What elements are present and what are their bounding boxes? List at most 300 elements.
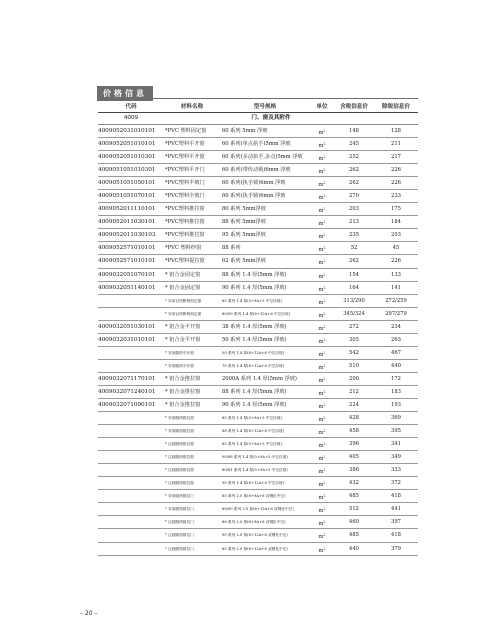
cell-unit [310,177,334,189]
cell-code: 4009051051070101 [98,193,156,200]
unit-exponent: 2 [323,311,326,316]
cell-spec: 88 系列 [222,245,241,252]
cell-name: *PVC塑料推拉窗 [165,219,205,226]
cell-name: * 穿条隔热推拉门 [165,494,194,499]
table-row [98,321,418,334]
unit-text: m [318,312,324,319]
cell-unit [310,255,334,267]
unit-text: m [318,495,324,502]
cell-notax-price: 272/259 [385,297,407,304]
cell-tax-price: 485 [349,493,359,500]
cell-code [98,503,164,515]
cell-name: * 注胶隔热推拉门 [165,533,194,538]
cell-tax-price: 262 [349,180,359,187]
cell-notax-price: 440 [391,362,401,369]
cell-unit [310,295,334,307]
unit-text: m [318,482,324,489]
cell-tax-price: 386 [349,467,359,474]
cell-name: * 穿条隔热推拉门 [165,507,194,512]
cell-tax-price: 262 [349,167,359,174]
cell-spec: 90/88 系列 1.4 厚(5+9A+5 中空浮玻) [222,455,288,460]
cell-unit [310,425,334,437]
unit-text: m [318,169,324,176]
cell-spec: 85 系列 1.4 厚(5+9A+5 中空浮玻) [222,416,282,421]
unit-text: m [318,221,324,228]
cell-notax-price: 203 [391,232,401,239]
cell-name: *PVC塑料平开门 [165,167,205,174]
cell-unit [310,451,334,463]
unit-text: m [318,469,324,476]
cell-unit [310,203,334,215]
table-row [98,190,418,203]
cell-spec: 85 系列 2.0 厚(6+9A+6 双钢化中空) [222,494,286,499]
cell-name: *PVC 塑料纱窗 [165,245,202,252]
cell-tax-price: 485 [349,532,359,539]
cell-unit [310,360,334,372]
table-row [98,334,418,347]
cell-tax-price: 510 [349,362,359,369]
cell-notax-price: 183 [391,388,401,395]
table-row [98,229,418,242]
cell-unit [310,151,334,163]
unit-text: m [318,273,324,280]
unit-exponent: 2 [323,455,326,460]
cell-unit [310,438,334,450]
cell-name: *PVC塑料全玻门 [165,193,205,200]
cell-tax-price: 432 [349,480,359,487]
cell-name: *PVC塑料推拉窗 [165,232,205,239]
section-banner: 价格信息 [97,86,153,101]
cell-notax-price: 184 [391,219,401,226]
cell-unit [310,543,334,555]
unit-text: m [318,338,324,345]
cell-notax-price: 379 [391,545,401,552]
cell-notax-price: 467 [391,349,401,356]
cell-name: *PVC塑料平开窗 [165,141,205,148]
table-row [98,347,418,360]
cell-spec: 85 系列 1.4 厚(5+9A+5 中空浮玻) [222,442,282,447]
cell-name: * 注胶隔热推拉窗 [165,442,194,447]
cell-tax-price: 272 [349,323,359,330]
table-body [98,125,418,556]
cell-notax-price: 418 [391,493,401,500]
cell-code: 4009052571010101 [98,258,156,265]
cell-tax-price: 460 [349,519,359,526]
header-tax-price: 含税信息价 [340,104,368,110]
unit-exponent: 2 [323,494,326,499]
cell-spec: 80 系列 5mm浮玻 [222,206,266,213]
unit-exponent: 2 [323,429,326,434]
cell-unit [310,216,334,228]
table-row [98,386,418,399]
cell-name: * 穿条隔热推拉窗 [165,416,194,421]
cell-name: *PVC塑料提拉窗 [165,258,205,265]
table-row [98,255,418,268]
cell-code: 4009052031010101 [98,128,156,134]
cell-tax-price: 458 [349,428,359,435]
cell-code: 4009052011030101 [98,219,156,226]
cell-spec: 50 系列 1.4 厚(6+12A+6 中空浮玻) [222,350,285,355]
cell-unit [310,282,334,294]
table-row [98,373,418,386]
cell-unit [310,399,334,411]
cell-code [98,529,164,541]
cell-notax-price: 233 [391,193,401,200]
unit-exponent: 2 [323,129,326,133]
unit-text: m [318,208,324,215]
cell-tax-price: 428 [349,415,359,422]
cell-spec: 60 系列(带传动锁)6mm 浮玻 [222,167,291,174]
unit-exponent: 2 [323,546,326,551]
unit-exponent: 2 [323,520,326,525]
banner-rule [97,98,418,99]
unit-text: m [318,130,324,136]
unit-exponent: 2 [323,233,326,238]
cell-code: 4009052051010101 [98,141,156,148]
cell-name: * 铝合金推拉窗 [165,401,201,408]
unit-text: m [318,325,324,332]
unit-exponent: 2 [323,246,326,251]
table-row [98,529,418,542]
unit-text: m [318,286,324,293]
table-row [98,269,418,282]
unit-exponent: 2 [323,376,326,381]
unit-exponent: 2 [323,507,326,512]
page-number: – 20 – [80,610,98,617]
cell-notax-price: 226 [391,167,401,174]
cell-notax-price: 333 [391,467,401,474]
cell-notax-price: 395 [391,428,401,435]
cell-tax-price: 148 [349,128,359,134]
cell-name: * 穿条衍热断桥固定窗 [165,298,202,303]
table-row [98,451,418,464]
cell-code: 4009051051050101 [98,180,156,187]
cell-notax-price: 234 [391,323,401,330]
cell-name: * 注胶隔热推拉门 [165,520,194,525]
unit-exponent: 2 [323,259,326,264]
cell-notax-price: 263 [391,336,401,343]
unit-exponent: 2 [323,363,326,368]
cell-name: *PVC塑料平开窗 [165,154,205,161]
cell-code: 4009052011030103 [98,232,156,239]
cell-spec: 88 系列 1.4 厚(5mm 浮玻) [222,271,287,278]
cell-spec: 62 系列 5mm浮玻 [222,258,266,265]
cell-name: *PVC 塑料固定窗 [165,128,207,134]
cell-notax-price: 397 [391,519,401,526]
unit-text: m [318,299,324,306]
unit-exponent: 2 [323,402,326,407]
table-row [98,543,418,556]
table-row [98,242,418,255]
cell-code [98,412,164,424]
cell-tax-price: 224 [349,401,359,408]
cell-spec: 38 系列 1.4 厚(5mm 浮玻) [222,323,287,330]
cell-name: * 穿条衍热断桥固定窗 [165,311,202,316]
cell-tax-price: 440 [349,545,359,552]
unit-text: m [318,390,324,397]
unit-exponent: 2 [323,220,326,225]
cell-unit [310,269,334,281]
table-row [98,151,418,164]
cell-unit [310,321,334,333]
cell-spec: 88/90 系列 2.0 厚(6+12A+6 双钢化中空) [222,507,294,512]
cell-spec: 85 系列 1.4 厚(5+9A+5 中空浮玻) [222,298,282,303]
cell-name: * 铝合金固定窗 [165,284,201,291]
cell-unit [310,229,334,241]
cell-code: 4009032071170101 [98,375,156,382]
cell-name: * 铝合金固定窗 [165,271,201,278]
cell-unit [310,412,334,424]
cell-name: *PVC塑料半玻门 [165,180,205,187]
unit-text: m [318,430,324,437]
unit-text: m [318,377,324,384]
unit-exponent: 2 [323,285,326,290]
cell-unit [310,373,334,385]
unit-text: m [318,508,324,515]
cell-unit [310,529,334,541]
cell-unit [310,164,334,176]
table-row [98,177,418,190]
cell-notax-price: 369 [391,415,401,422]
unit-text: m [318,156,324,163]
cell-spec: 86 系列 2.0 厚(6+9A+6 双钢化中空) [222,520,286,525]
cell-notax-price: 441 [391,506,401,513]
cell-code: 4009032031010101 [98,336,156,343]
cell-spec: 60 系列(执手锁)6mm 浮玻 [222,193,286,200]
cell-code: 4009052011110101 [98,206,156,213]
unit-text: m [318,443,324,450]
cell-code [98,347,164,359]
cell-name: * 铝合金推拉窗 [165,375,201,382]
cell-notax-price: 217 [391,154,401,161]
cell-name: * 注胶隔热推拉窗 [165,468,194,473]
table-row [98,216,418,229]
cell-tax-price: 212 [349,388,359,395]
cell-name: * 注胶隔热推拉门 [165,546,194,551]
cell-tax-price: 213 [349,219,359,226]
cell-tax-price: 200 [349,375,359,382]
header-notax-price: 除税信息价 [382,104,410,110]
unit-exponent: 2 [323,272,326,277]
cell-tax-price: 154 [349,271,359,278]
cell-code: 4009051051010301 [98,167,156,174]
table-row [98,438,418,451]
cell-notax-price: 297/279 [385,310,407,317]
cell-unit [310,516,334,528]
unit-exponent: 2 [323,155,326,160]
cell-name: * 穿条隔热平开窗 [165,350,194,355]
unit-text: m [318,260,324,267]
cell-spec: 88 系列 1.4 厚(6+12A+6 中空浮玻) [222,429,285,434]
unit-exponent: 2 [323,181,326,186]
cell-code [98,516,164,528]
unit-exponent: 2 [323,350,326,355]
cell-tax-price: 52 [350,245,358,252]
cell-code [98,490,164,502]
cell-code: 4009032071090101 [98,401,156,408]
cell-code: 4009032051140101 [98,284,156,291]
cell-code [98,477,164,489]
cell-spec: 60 系列(多动执手,多点)5mm 浮玻 [222,154,303,161]
cell-tax-price: 313/290 [343,297,365,304]
header-code: 代码 [125,104,137,110]
cell-tax-price: 164 [349,284,359,291]
unit-exponent: 2 [323,207,326,212]
cell-unit [310,347,334,359]
cell-spec: 50 系列 1.4 厚(5mm 浮玻) [222,336,287,343]
cell-notax-price: 133 [391,271,401,278]
cell-unit [310,334,334,346]
cell-spec: 85 系列 2.0 厚(6+12A+6 双钢化中空) [222,546,288,551]
table-row [98,503,418,516]
unit-exponent: 2 [323,324,326,329]
header-unit: 单位 [316,104,328,110]
unit-exponent: 2 [323,142,326,147]
cell-tax-price: 270 [349,193,359,200]
cell-spec: 80/90 系列 1.4 厚(6+12A+6 中空浮玻) [222,311,291,316]
header-name: 材料名称 [180,104,204,110]
cell-tax-price: 405 [349,454,359,461]
unit-exponent: 2 [323,468,326,473]
section-title: 门、窗及其附件 [251,115,291,121]
table-row [98,425,418,438]
table-row [98,360,418,373]
cell-name: * 穿条隔热推拉窗 [165,429,194,434]
unit-exponent: 2 [323,168,326,173]
unit-text: m [318,195,324,202]
cell-unit [310,386,334,398]
cell-unit [310,138,334,150]
table-row [98,516,418,529]
cell-notax-price: 418 [391,532,401,539]
unit-exponent: 2 [323,298,326,303]
price-table [98,102,418,556]
cell-name: *PVC塑料推拉窗 [165,206,205,213]
section-code: 4009 [123,115,139,121]
cell-spec: 90 系列 1.4 厚(5mm 浮玻) [222,401,287,408]
cell-notax-price: 175 [391,206,401,213]
cell-code: 4009032051070101 [98,271,156,278]
cell-notax-price: 372 [391,480,401,487]
cell-code [98,295,164,307]
table-row [98,203,418,216]
table-row [98,282,418,295]
cell-spec: 60 系列(执手锁)6mm 浮玻 [222,180,286,187]
cell-unit [310,490,334,502]
cell-code: 4009052051010301 [98,154,156,161]
cell-tax-price: 396 [349,441,359,448]
unit-text: m [318,521,324,528]
cell-name: * 铝合金推拉窗 [165,388,201,395]
cell-tax-price: 345/324 [343,310,365,317]
unit-text: m [318,534,324,541]
unit-exponent: 2 [323,194,326,199]
cell-notax-price: 172 [391,375,401,382]
cell-spec: 90 系列 1.4 厚(6+12A+6 中空浮玻) [222,481,285,486]
table-row [98,477,418,490]
cell-notax-price: 226 [391,180,401,187]
cell-tax-price: 305 [349,336,359,343]
table-row [98,308,418,321]
cell-spec: 88 系列 5mm浮玻 [222,219,266,226]
cell-notax-price: 349 [391,454,401,461]
cell-spec: 90 系列 2.0 厚(6+12A+6 双钢化中空) [222,533,288,538]
cell-name: * 铝合金平开窗 [165,323,201,330]
cell-tax-price: 203 [349,206,359,213]
cell-spec: 95 系列 5mm浮玻 [222,232,266,239]
cell-notax-price: 341 [391,441,401,448]
cell-code [98,438,164,450]
table-row [98,464,418,477]
unit-exponent: 2 [323,337,326,342]
unit-exponent: 2 [323,442,326,447]
table-row [98,138,418,151]
cell-name: * 铝合金平开窗 [165,336,201,343]
cell-unit [310,464,334,476]
cell-code [98,543,164,555]
cell-code [98,451,164,463]
unit-exponent: 2 [323,389,326,394]
unit-text: m [318,547,324,554]
table-row [98,125,418,138]
cell-code [98,360,164,372]
cell-unit [310,190,334,202]
table-row [98,164,418,177]
table-row [98,399,418,412]
unit-exponent: 2 [323,416,326,421]
cell-spec: 60 系列 5mm 浮玻 [222,128,268,134]
cell-unit [310,477,334,489]
unit-text: m [318,182,324,189]
cell-code: 4009032071240101 [98,388,156,395]
cell-code: 4009032051030101 [98,323,156,330]
unit-text: m [318,456,324,463]
table-row [98,295,418,308]
unit-text: m [318,143,324,150]
unit-text: m [318,247,324,254]
cell-name: * 注胶隔热推拉窗 [165,455,194,460]
cell-notax-price: 128 [391,128,401,134]
cell-notax-price: 193 [391,401,401,408]
cell-code [98,308,164,320]
cell-notax-price: 226 [391,258,401,265]
section-row [98,113,418,125]
cell-unit [310,308,334,320]
cell-code [98,425,164,437]
cell-tax-price: 235 [349,232,359,239]
cell-tax-price: 245 [349,141,359,148]
unit-exponent: 2 [323,481,326,486]
unit-exponent: 2 [323,533,326,538]
unit-text: m [318,403,324,410]
cell-code [98,464,164,476]
cell-unit [310,125,334,137]
cell-tax-price: 542 [349,349,359,356]
cell-tax-price: 252 [349,154,359,161]
header-spec: 型号规格 [253,104,277,110]
cell-code: 4009052571010101 [98,245,156,252]
cell-notax-price: 141 [391,284,401,291]
cell-tax-price: 262 [349,258,359,265]
unit-text: m [318,351,324,358]
cell-name: * 穿条隔热平开窗 [165,363,194,368]
cell-unit [310,242,334,254]
table-row [98,490,418,503]
table-header [98,102,418,113]
cell-spec: 90 系列 1.4 厚(5mm 浮玻) [222,284,287,291]
cell-spec: 60 系列(单点执手)5mm 浮玻 [222,141,291,148]
unit-text: m [318,234,324,241]
